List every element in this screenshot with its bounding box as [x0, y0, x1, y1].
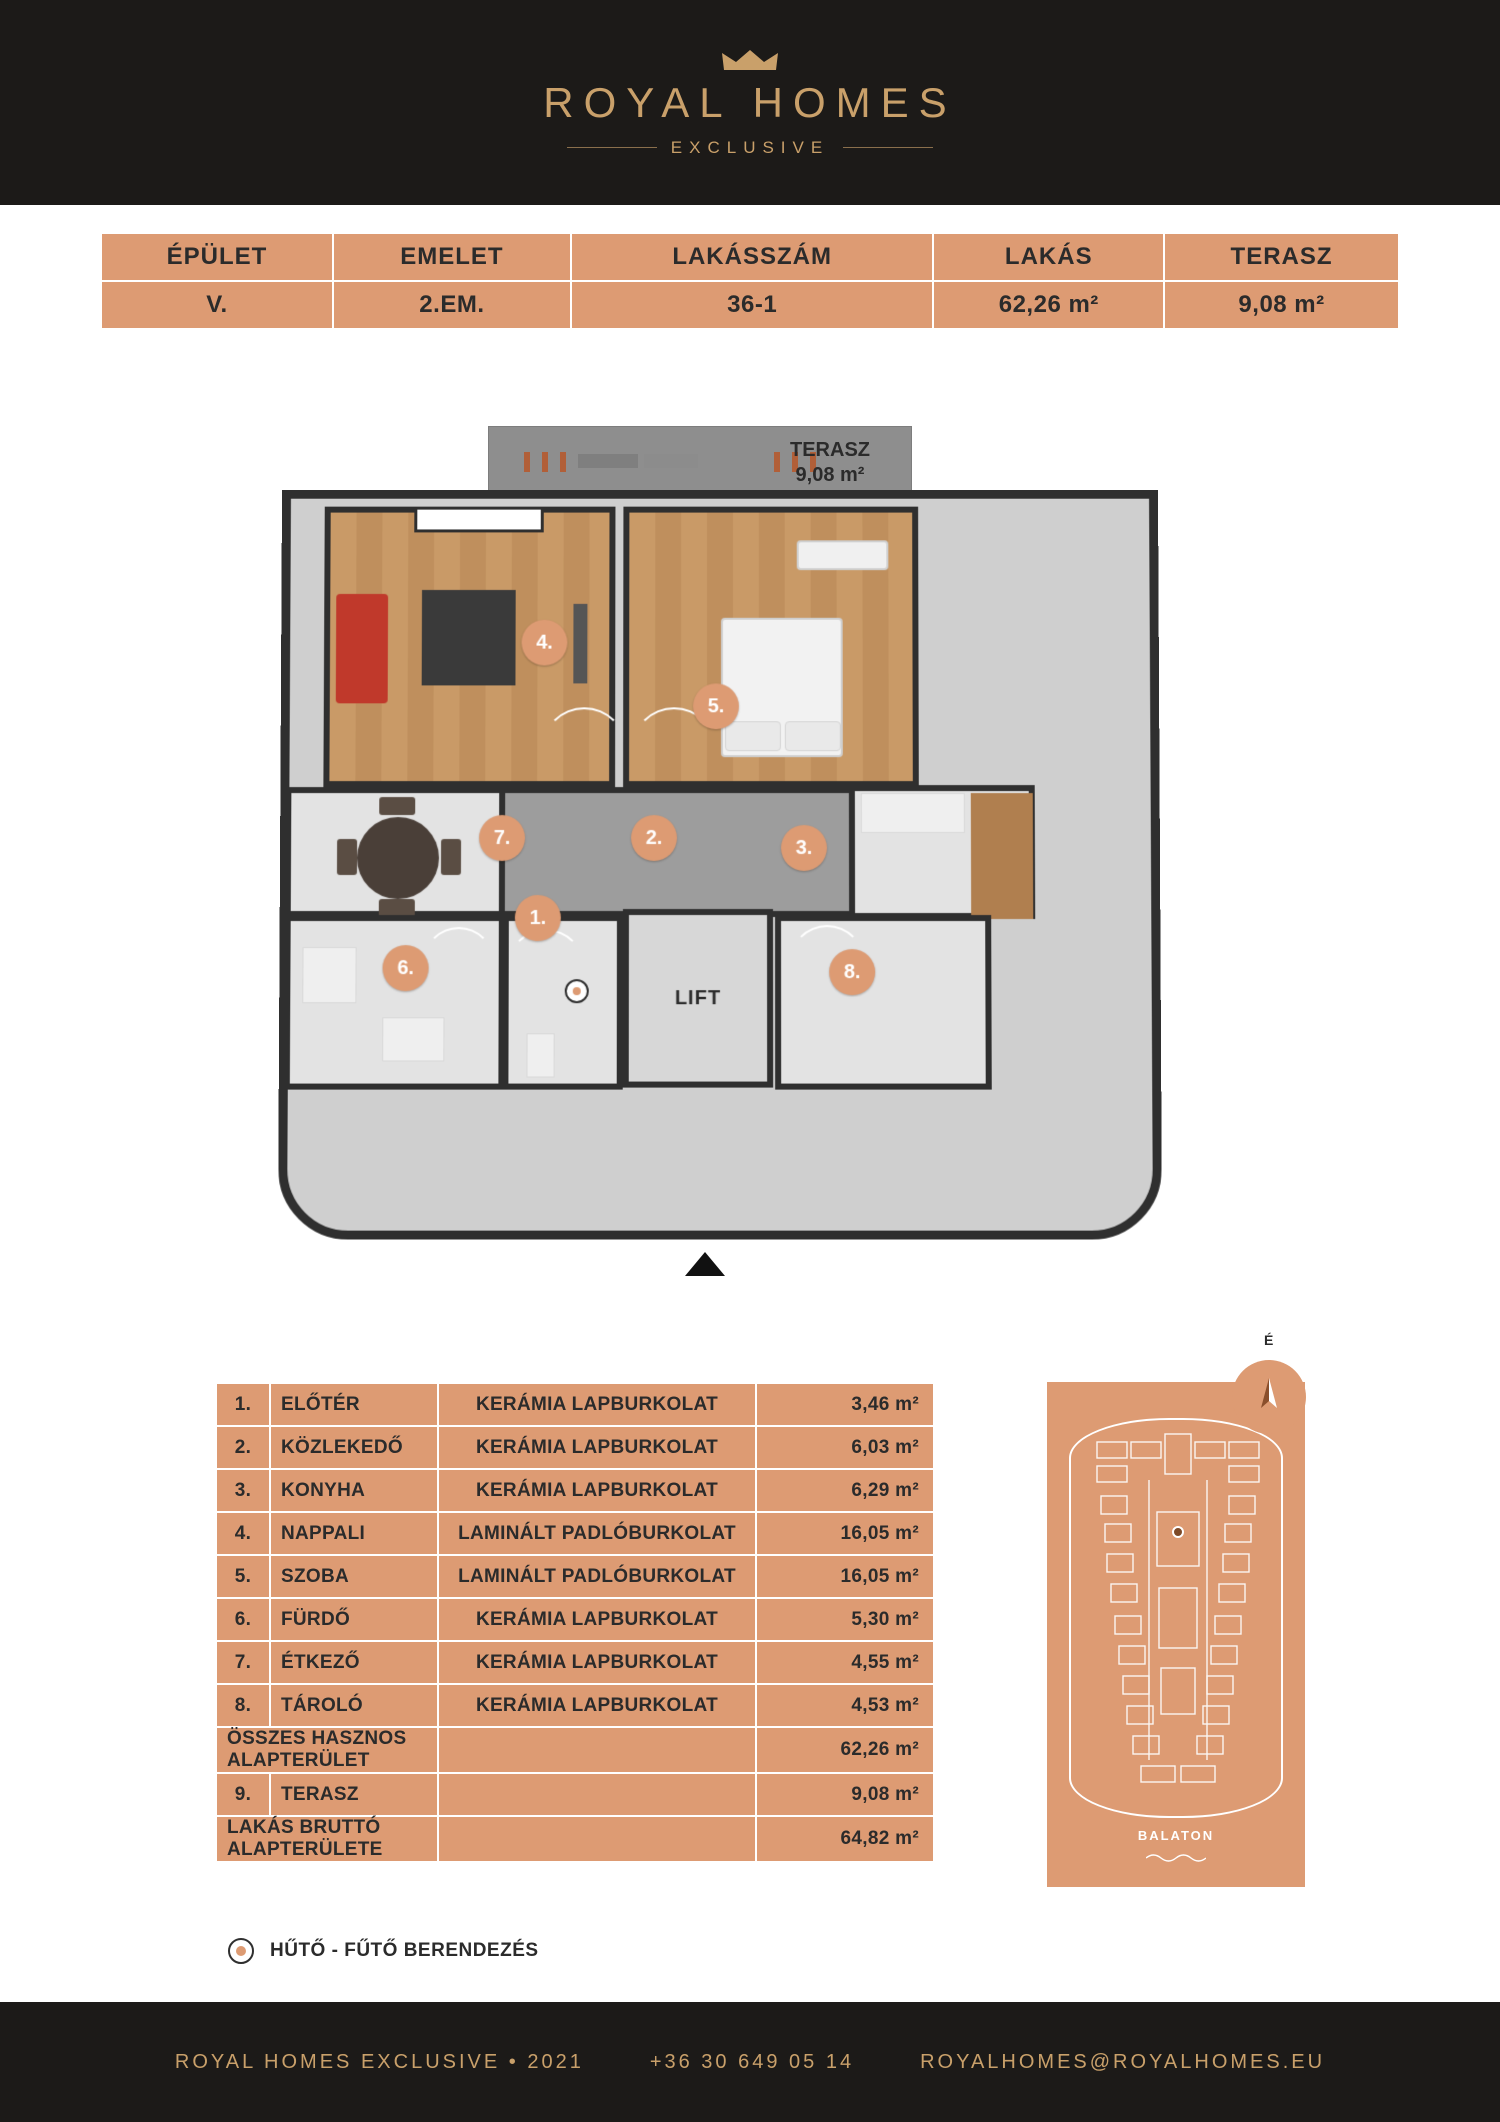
- total-spacer-terrace: [438, 1773, 756, 1816]
- page-footer: [0, 2002, 1500, 2122]
- legend-area: 3,46 m²: [756, 1383, 934, 1426]
- legend-row: [216, 1512, 934, 1555]
- chair-top-icon: [379, 797, 415, 815]
- legend-row: [216, 1469, 934, 1512]
- legend-num: 8.: [216, 1684, 270, 1727]
- brand-subtitle: EXCLUSIVE: [670, 137, 830, 157]
- legend-num: 4.: [216, 1512, 270, 1555]
- footer-phone[interactable]: +36 30 649 05 14: [649, 2050, 855, 2073]
- header-emelet: EMELET: [333, 233, 571, 281]
- wave-icon: [1146, 1852, 1206, 1864]
- legend-material: KERÁMIA LAPBURKOLAT: [438, 1684, 756, 1727]
- legend-row: [216, 1426, 934, 1469]
- chair-left-icon: [337, 839, 357, 875]
- legend-total-row: [216, 1727, 934, 1773]
- footer-email[interactable]: ROYALHOMES@ROYALHOMES.EU: [920, 2050, 1326, 2073]
- kitchen-cabinet-icon: [971, 793, 1033, 919]
- value-emelet: 2.EM.: [333, 281, 571, 329]
- water-label: BALATON: [1137, 1828, 1215, 1843]
- legend-material: LAMINÁLT PADLÓBURKOLAT: [438, 1555, 756, 1598]
- legend-area: 4,53 m²: [756, 1684, 934, 1727]
- legend-area: 6,29 m²: [756, 1469, 934, 1512]
- room-etkezo: [285, 787, 505, 917]
- lift-shaft: [623, 909, 773, 1088]
- legend-name: FÜRDŐ: [270, 1598, 438, 1641]
- legend-material: KERÁMIA LAPBURKOLAT: [438, 1641, 756, 1684]
- marker-2[interactable]: 2.: [631, 815, 677, 861]
- marker-3[interactable]: 3.: [781, 825, 827, 871]
- kitchen-counter-icon: [861, 793, 965, 833]
- legend-row: [216, 1383, 934, 1426]
- brand-subtitle-row: [543, 138, 956, 158]
- total-num-terrace: 9.: [216, 1773, 270, 1816]
- marker-6[interactable]: 6.: [382, 945, 428, 991]
- legend-name: KÖZLEKEDŐ: [270, 1426, 438, 1469]
- value-terasz: 9,08 m²: [1164, 281, 1399, 329]
- dining-table-icon: [357, 817, 439, 899]
- compass: [1232, 1360, 1306, 1434]
- header-lakasszam: LAKÁSSZÁM: [571, 233, 934, 281]
- legend-material: KERÁMIA LAPBURKOLAT: [438, 1469, 756, 1512]
- room-furdo: [284, 915, 505, 1090]
- compass-needle-icon: [1246, 1374, 1292, 1420]
- apartment-body: [278, 490, 1162, 1240]
- crown-icon: [720, 48, 780, 72]
- room-legend-table: [215, 1382, 935, 1863]
- value-lakas: 62,26 m²: [933, 281, 1164, 329]
- header-epulet: ÉPÜLET: [101, 233, 333, 281]
- sofa-icon: [336, 594, 388, 703]
- room-szoba: [623, 507, 919, 787]
- legend-name: SZOBA: [270, 1555, 438, 1598]
- table-header-row: [101, 233, 1399, 281]
- page-header: [0, 0, 1500, 205]
- total-area-usable: 62,26 m²: [756, 1727, 934, 1773]
- unit-summary-table: [100, 232, 1400, 330]
- brand-rule-left: [567, 147, 657, 148]
- legend-num: 7.: [216, 1641, 270, 1684]
- total-area-gross: 64,82 m²: [756, 1816, 934, 1862]
- legend-material: KERÁMIA LAPBURKOLAT: [438, 1598, 756, 1641]
- brand-title: ROYAL HOMES: [543, 78, 957, 126]
- room-konyha: [849, 785, 1035, 919]
- header-terasz: TERASZ: [1164, 233, 1399, 281]
- tv-icon: [573, 604, 587, 684]
- hvac-dot-icon: [228, 1938, 254, 1964]
- header-lakas: LAKÁS: [933, 233, 1164, 281]
- total-label-usable: ÖSSZES HASZNOS ALAPTERÜLET: [216, 1727, 438, 1773]
- brand-block: [543, 48, 956, 158]
- hvac-footnote: [228, 1938, 539, 1964]
- coffee-table-icon: [422, 590, 516, 685]
- room-nappali: [323, 507, 615, 787]
- sink-icon: [382, 1017, 444, 1061]
- site-map-plots-icon: [1071, 1420, 1285, 1820]
- legend-material: KERÁMIA LAPBURKOLAT: [438, 1383, 756, 1426]
- chair-right-icon: [441, 839, 461, 875]
- marker-4[interactable]: 4.: [521, 620, 567, 666]
- room-elotér: [502, 915, 623, 1090]
- shower-icon: [302, 947, 356, 1003]
- legend-total-row: [216, 1816, 934, 1862]
- marker-1[interactable]: 1.: [515, 895, 561, 941]
- legend-name: NAPPALI: [270, 1512, 438, 1555]
- footer-brand: ROYAL HOMES EXCLUSIVE • 2021: [174, 2050, 584, 2073]
- total-area-terrace: 9,08 m²: [756, 1773, 934, 1816]
- brand-rule-right: [843, 147, 933, 148]
- legend-total-row: [216, 1773, 934, 1816]
- room-tarolo: [775, 915, 992, 1090]
- legend-row: [216, 1598, 934, 1641]
- terrace-label: TERASZ: [790, 439, 870, 461]
- door-swing-living-icon: [541, 707, 627, 793]
- lift-label: LIFT: [674, 986, 722, 1009]
- legend-num: 6.: [216, 1598, 270, 1641]
- total-spacer-gross: [438, 1816, 756, 1862]
- marker-8[interactable]: 8.: [829, 949, 875, 995]
- window-living-icon: [414, 507, 544, 533]
- table-value-row: [101, 281, 1399, 329]
- value-epulet: V.: [101, 281, 333, 329]
- total-spacer-usable: [438, 1727, 756, 1773]
- marker-7[interactable]: 7.: [479, 815, 525, 861]
- entrance-arrow-icon: [685, 1252, 725, 1276]
- legend-row: [216, 1684, 934, 1727]
- site-map-outline: [1069, 1418, 1283, 1818]
- entry-unit-icon: [526, 1033, 554, 1077]
- legend-material: LAMINÁLT PADLÓBURKOLAT: [438, 1512, 756, 1555]
- pillow-right-icon: [785, 721, 841, 751]
- legend-name: KONYHA: [270, 1469, 438, 1512]
- hvac-dot-icon: [565, 979, 589, 1003]
- legend-area: 16,05 m²: [756, 1512, 934, 1555]
- legend-name: ÉTKEZŐ: [270, 1641, 438, 1684]
- total-label-gross: LAKÁS BRUTTÓ ALAPTERÜLETE: [216, 1816, 438, 1862]
- total-label-terrace: TERASZ: [270, 1773, 438, 1816]
- value-lakasszam: 36-1: [571, 281, 934, 329]
- compass-north-label: É: [1264, 1332, 1274, 1348]
- legend-area: 5,30 m²: [756, 1598, 934, 1641]
- legend-num: 1.: [216, 1383, 270, 1426]
- marker-5[interactable]: 5.: [693, 683, 739, 729]
- legend-num: 5.: [216, 1555, 270, 1598]
- legend-name: TÁROLÓ: [270, 1684, 438, 1727]
- legend-area: 16,05 m²: [756, 1555, 934, 1598]
- unit-location-dot-icon: [1172, 1526, 1184, 1538]
- legend-area: 4,55 m²: [756, 1641, 934, 1684]
- legend-name: ELŐTÉR: [270, 1383, 438, 1426]
- legend-num: 2.: [216, 1426, 270, 1469]
- pillow-left-icon: [725, 721, 781, 751]
- air-conditioner-icon: [797, 540, 889, 570]
- apartment-shell: [270, 468, 1170, 1248]
- hvac-footnote-label: HŰTŐ - FŰTŐ BERENDEZÉS: [270, 1940, 539, 1961]
- legend-row: [216, 1641, 934, 1684]
- floor-plan: [270, 400, 1230, 1300]
- legend-material: KERÁMIA LAPBURKOLAT: [438, 1426, 756, 1469]
- site-map: [1047, 1382, 1305, 1887]
- door-swing-bath-icon: [422, 927, 494, 999]
- legend-row: [216, 1555, 934, 1598]
- legend-area: 6,03 m²: [756, 1426, 934, 1469]
- terrace-area: 9,08 m²: [795, 464, 865, 486]
- legend-num: 3.: [216, 1469, 270, 1512]
